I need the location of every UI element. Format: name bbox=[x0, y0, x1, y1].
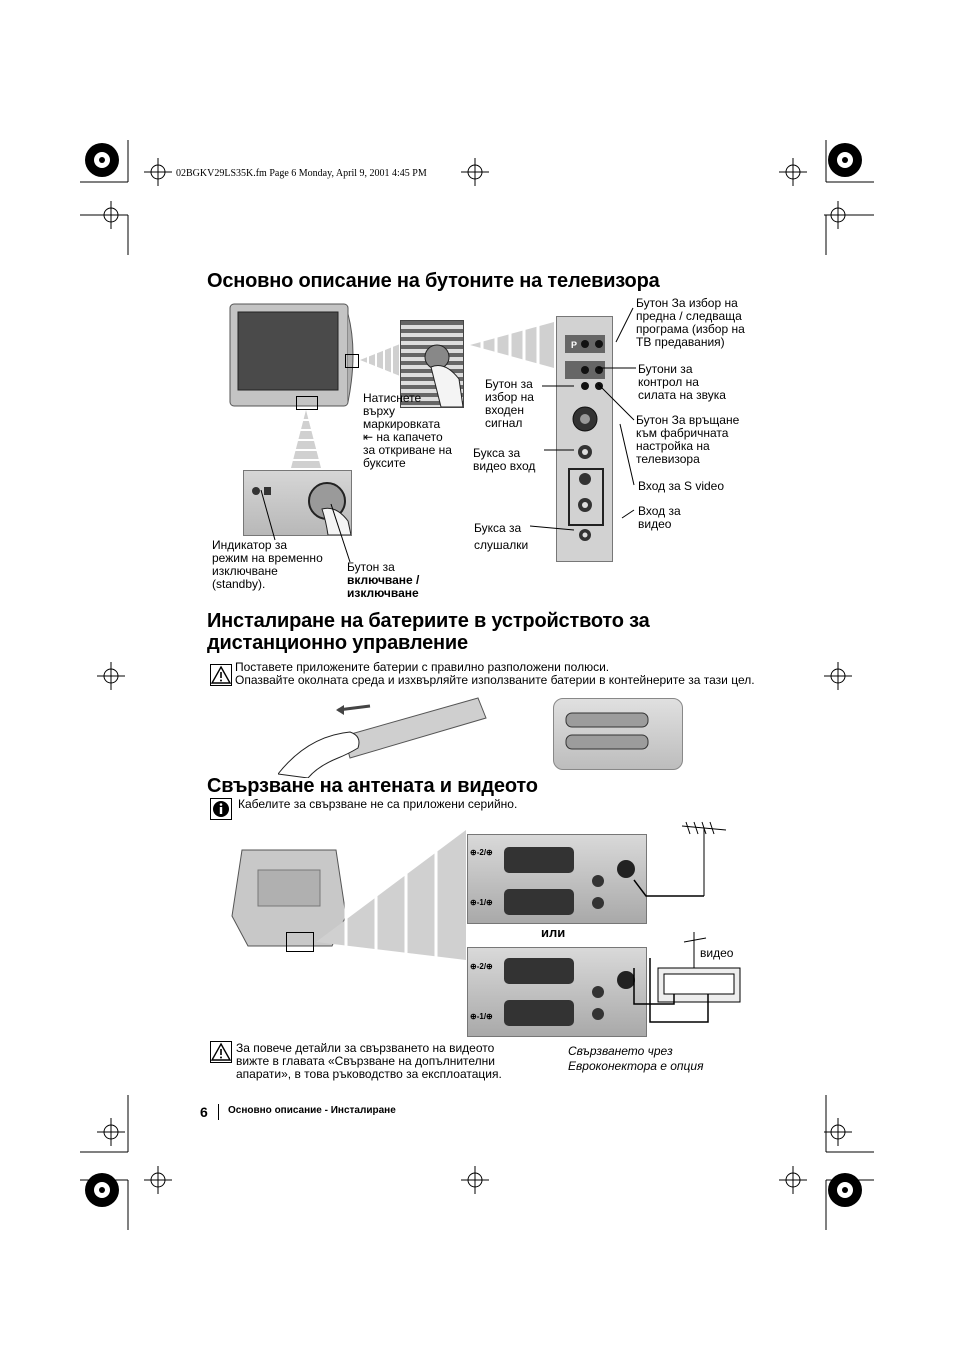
tv-detail-marker bbox=[345, 354, 359, 368]
zoom-beam-1 bbox=[360, 342, 405, 378]
remote-battery-illustration bbox=[553, 698, 683, 770]
power-button-label: Бутон за включване / изключване bbox=[347, 560, 420, 600]
footer-divider bbox=[218, 1104, 219, 1120]
rear-connectors-vcr bbox=[467, 947, 647, 1037]
s-video-input-label: Вход за S video bbox=[638, 479, 725, 493]
scart-caption: Свързването чрез Евроконектора е опция bbox=[568, 1044, 704, 1073]
tv-rear-marker bbox=[286, 932, 314, 952]
section2-title: Инсталиране на батериите в устройството за дистанционно управление bbox=[207, 610, 650, 654]
video-input-jack-label: Букса за видео вход bbox=[473, 446, 536, 473]
video-input-label: Вход за видео bbox=[638, 504, 681, 531]
vcr-note-text: За повече детайли за свързването на видеото вижте в главата «Свързване на допълнителни апарати», в това ръководство за експлоатация. bbox=[236, 1041, 502, 1081]
vcr-label: видео bbox=[700, 946, 734, 960]
programme-select-label: Бутон За избор на предна / следваща програма (избор на ТВ предавания) bbox=[636, 296, 745, 349]
remote-open-illustration bbox=[278, 696, 488, 778]
tv-front-illustration bbox=[228, 302, 360, 410]
press-hint-label: Натиснете върху маркировката ⇤ на капачето за откриване на буксите bbox=[363, 391, 452, 470]
tv-bottom-marker bbox=[296, 396, 318, 410]
scart-label-1: ⊕-2/⊕ bbox=[470, 848, 493, 857]
rear-connectors-antenna bbox=[467, 834, 647, 924]
volume-buttons-label: Бутони за контрол на силата на звука bbox=[638, 362, 726, 402]
input-select-label: Бутон за избор на входен сигнал bbox=[485, 377, 534, 430]
antenna-wiring bbox=[630, 818, 760, 1038]
headphones-jack-label: Букса за слушалки bbox=[474, 521, 529, 552]
info-icon bbox=[210, 798, 232, 820]
callout-lines-left bbox=[255, 490, 355, 570]
zoom-beam-3 bbox=[291, 410, 321, 468]
warning-icon-2 bbox=[210, 1041, 232, 1063]
footer-section: Основно описание - Инсталиране bbox=[228, 1105, 396, 1116]
warning-icon bbox=[210, 664, 232, 686]
file-header: 02BGKV29LS35K.fm Page 6 Monday, April 9, 2001 4:45 PM bbox=[176, 168, 427, 179]
scart-label-2: ⊕-1/⊕ bbox=[470, 898, 493, 907]
scart-label-3: ⊕-2/⊕ bbox=[470, 962, 493, 971]
page-number: 6 bbox=[200, 1104, 208, 1120]
section3-title: Свързване на антената и видеото bbox=[207, 775, 538, 797]
scart-label-4: ⊕-1/⊕ bbox=[470, 1012, 493, 1021]
section1-title: Основно описание на бутоните на телевизора bbox=[207, 270, 660, 292]
battery-warning-text: Поставете приложените батерии с правилно разположени полюси. Опазвайте околната среда и изхвърляйте използваните батерии в контейнерите за тази цел. bbox=[235, 660, 755, 687]
panel-p-mark: P bbox=[571, 340, 578, 350]
zoom-beam-4 bbox=[316, 830, 466, 960]
cables-info-text: Кабелите за свързване не са приложени серийно. bbox=[238, 797, 518, 811]
standby-indicator-label: Индикатор за режим на временно изключване (standby). bbox=[212, 538, 323, 591]
or-label: или bbox=[541, 925, 566, 940]
factory-reset-label: Бутон За връщане към фабричната настройка на телевизора bbox=[636, 413, 740, 466]
callout-lines-right bbox=[530, 300, 640, 540]
